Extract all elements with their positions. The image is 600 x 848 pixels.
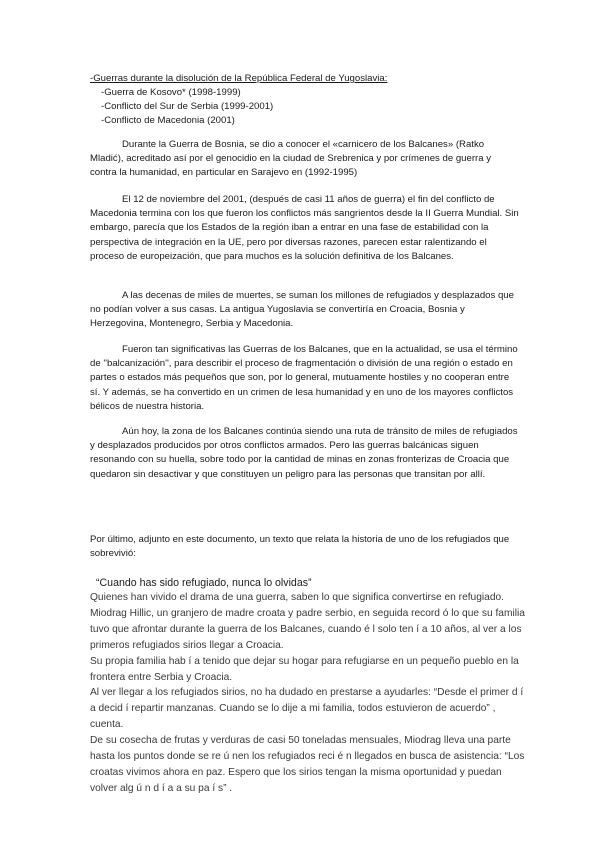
story-paragraph: Quienes han vivido el drama de una guerra, saben lo que significa convertirse en refugiado. Miodrag Hillic, un granjero de madre croata y padre serbio, en seguida record ó lo que su familia tuvo que afrontar durante la guerra de los Balcanes, cuando é l solo ten í a 10 años, al ver a los primeros refugiados sirios llegar a Croacia.: [90, 592, 525, 651]
story-paragraph: De su cosecha de frutas y verduras de casi 50 toneladas mensuales, Miodrag lleva una parte hasta los puntos donde se re ú nen los refugiados reci é n llegados en busca de asistencia: “Los croatas vivimos ahora en paz. Espero que los sirios tengan la misma oportunidad y puedan volver alg ú n d í a a su pa í s” .: [90, 735, 525, 794]
story-title: “Cuando has sido refugiado, nunca lo olvidas”: [96, 577, 312, 589]
section-heading: -Guerras durante la disolución de la República Federal de Yugoslavia:: [90, 73, 388, 84]
list-item: -Conflicto de Macedonia (2001): [101, 115, 235, 126]
story-paragraph: Al ver llegar a los refugiados sirios, no ha dudado en prestarse a ayudarles: “Desde el primer d í a decid í repartir manzanas. Cuando se lo dije a mi familia, todos estuvieron de acuerdo” , cuenta.: [90, 687, 524, 731]
list-item: -Conflicto del Sur de Serbia (1999-2001): [101, 101, 274, 112]
paragraph-refugees: A las decenas de miles de muertes, se suman los millones de refugiados y desplazados que no podían volver a sus casas. La antigua Yugoslavia se convertiría en Croacia, Bosnia y Herzegovina, Montenegro, Serbia y Macedonia.: [90, 290, 514, 330]
paragraph-balkanization: Fueron tan significativas las Guerras de los Balcanes, que en la actualidad, se usa el término de ''balcanización'', para describir el proceso de fragmentación o división de una región o estado en partes o estados más pequeños que son, por lo general, mutuamente hostiles y no cooperan entre sí. Y además, se ha convertido en un crimen de lesa humanidad y en uno de los mayores conflictos bélicos de nuestra historia.: [90, 344, 518, 412]
paragraph-macedonia: El 12 de noviembre del 2001, (después de casi 11 años de guerra) el fin del conflicto de Macedonia termina con los que fueron los conflictos más sangrientos desde la II Guerra Mundial. Sin embargo, parecía que los Estados de la región iban a entrar en una fase de estabilidad con la perspectiva de integración en la UE, pero por diversas razones, parecen estar ralentizando el proceso de europeización, que para muchos es la solución definitiva de los Balcanes.: [90, 194, 519, 262]
list-item: -Guerra de Kosovo* (1998-1999): [101, 87, 241, 98]
paragraph-attachment-intro: Por último, adjunto en este documento, un texto que relata la historia de uno de los refugiados que sobrevivió:: [90, 534, 510, 560]
story-body: [90, 590, 530, 797]
paragraph-bosnia: Durante la Guerra de Bosnia, se dio a conocer el «carnicero de los Balcanes» (Ratko Mladić), acreditado así por el genocidio en la ciudad de Srebrenica y por crímenes de guerra y contra la humanidad, en particular en Sarajevo en (1992-1995): [90, 139, 492, 179]
paragraph-transit-route: Aún hoy, la zona de los Balcanes continúa siendo una ruta de tránsito de miles de refugiados y desplazados producidos por otros conflictos armados. Pero las guerras balcánicas siguen resonando con su huella, sobre todo por la cantidad de minas en zonas fronterizas de Croacia que quedaron sin desactivar y que constituyen un peligro para las personas que transitan por allí.: [90, 426, 518, 480]
story-paragraph: Su propia familia hab í a tenido que dejar su hogar para refugiarse en un pequeño pueblo en la frontera entre Serbia y Croacia.: [90, 655, 519, 683]
conflict-list: [101, 86, 273, 128]
